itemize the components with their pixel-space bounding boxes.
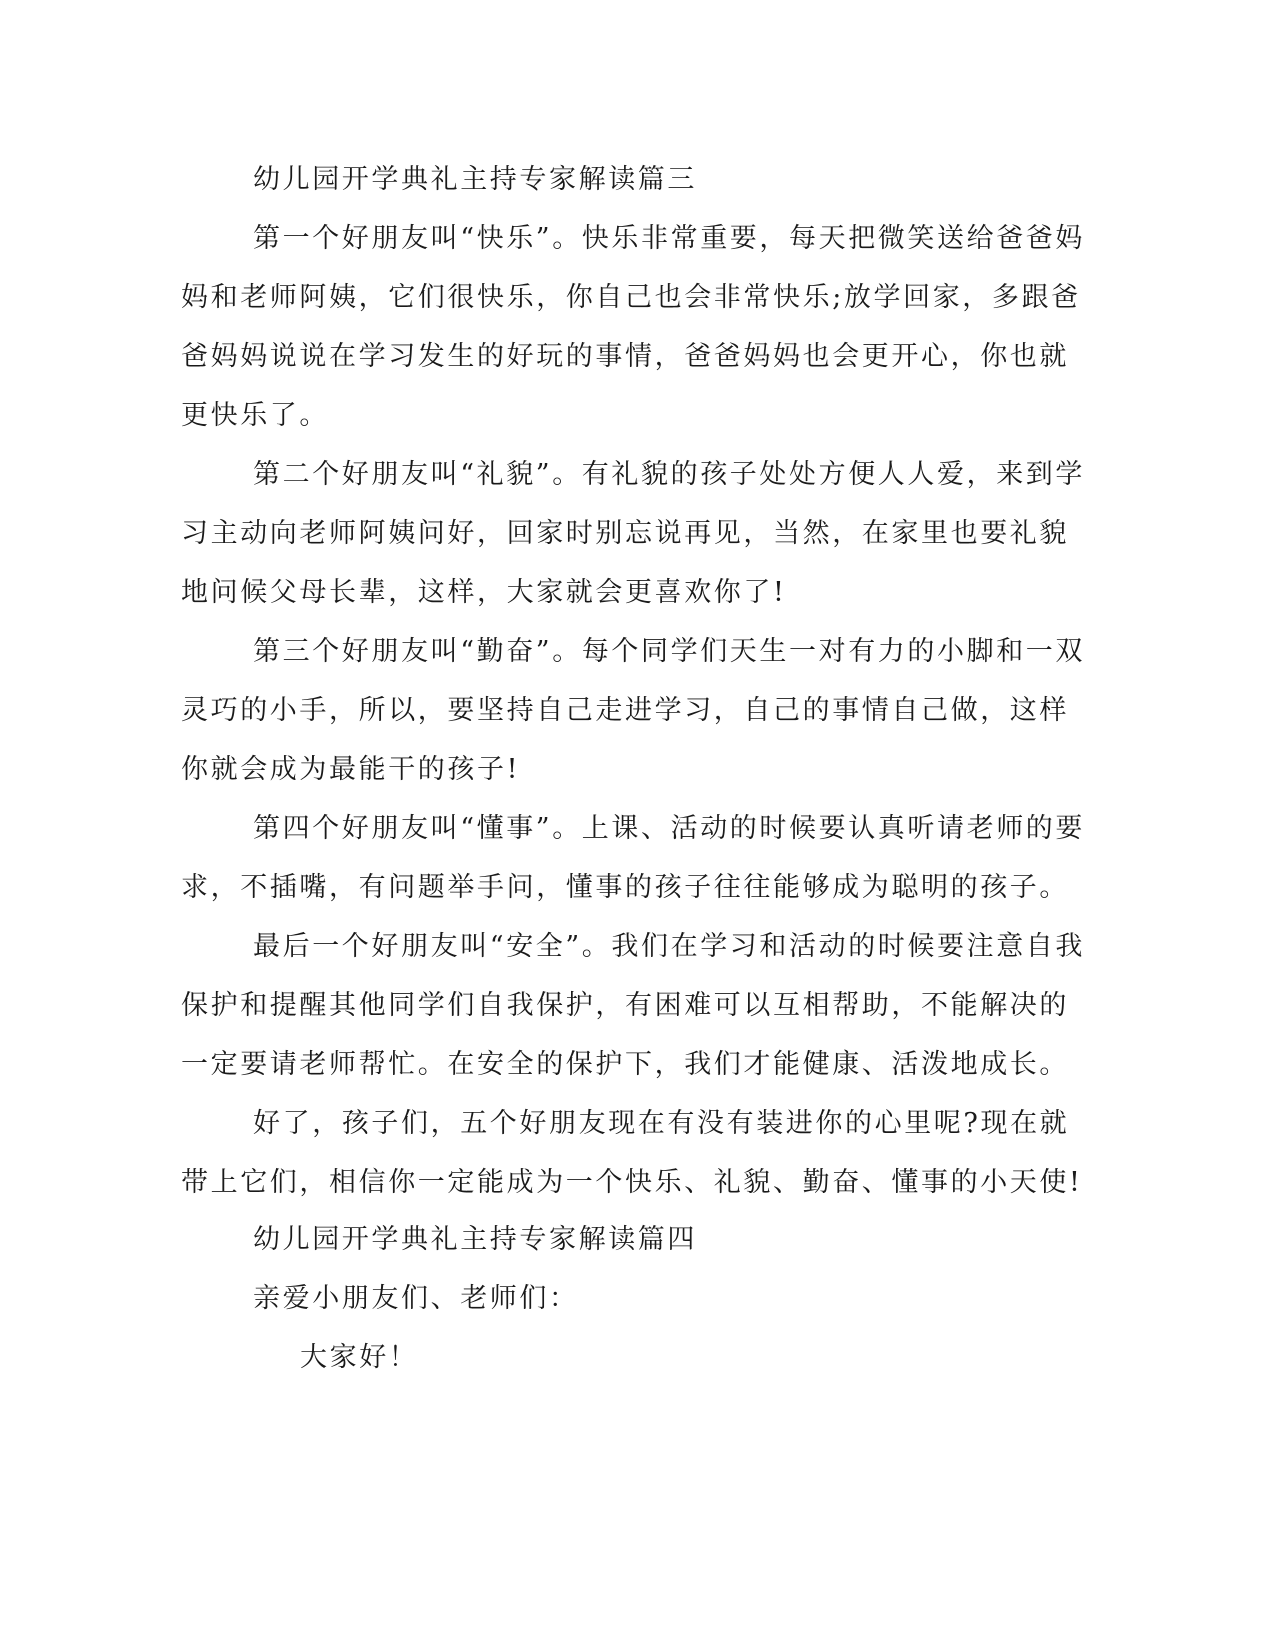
paragraph-5-line-1: 最后一个好朋友叫“安全”。我们在学习和活动的时候要注意自我 bbox=[253, 931, 1086, 962]
paragraph-3-line-2: 灵巧的小手，所以，要坚持自己走进学习，自己的事情自己做，这样 bbox=[181, 695, 1069, 726]
paragraph-6-line-2: 带上它们，相信你一定能成为一个快乐、礼貌、勤奋、懂事的小天使! bbox=[181, 1167, 1083, 1198]
paragraph-2-line-3: 地问候父母长辈，这样，大家就会更喜欢你了! bbox=[181, 577, 787, 608]
section-heading-3: 幼儿园开学典礼主持专家解读篇三 bbox=[253, 164, 697, 195]
paragraph-1-line-1: 第一个好朋友叫“快乐”。快乐非常重要，每天把微笑送给爸爸妈 bbox=[253, 223, 1086, 254]
paragraph-3-line-1: 第三个好朋友叫“勤奋”。每个同学们天生一对有力的小脚和一双 bbox=[253, 636, 1086, 667]
greeting: 大家好！ bbox=[300, 1342, 419, 1373]
paragraph-1-line-2: 妈和老师阿姨，它们很快乐，你自己也会非常快乐;放学回家，多跟爸 bbox=[181, 282, 1081, 313]
section-heading-4: 幼儿园开学典礼主持专家解读篇四 bbox=[253, 1224, 697, 1255]
paragraph-5-line-2: 保护和提醒其他同学们自我保护，有困难可以互相帮助，不能解决的 bbox=[181, 990, 1069, 1021]
paragraph-5-line-3: 一定要请老师帮忙。在安全的保护下，我们才能健康、活泼地成长。 bbox=[181, 1049, 1069, 1080]
paragraph-4-line-1: 第四个好朋友叫“懂事”。上课、活动的时候要认真听请老师的要 bbox=[253, 813, 1086, 844]
paragraph-1-line-3: 爸妈妈说说在学习发生的好玩的事情，爸爸妈妈也会更开心，你也就 bbox=[181, 341, 1069, 372]
paragraph-3-line-3: 你就会成为最能干的孩子! bbox=[181, 754, 521, 785]
salutation: 亲爱小朋友们、老师们： bbox=[253, 1283, 579, 1314]
paragraph-4-line-2: 求，不插嘴，有问题举手问，懂事的孩子往往能够成为聪明的孩子。 bbox=[181, 872, 1069, 903]
paragraph-2-line-1: 第二个好朋友叫“礼貌”。有礼貌的孩子处处方便人人爱，来到学 bbox=[253, 459, 1086, 490]
paragraph-2-line-2: 习主动向老师阿姨问好，回家时别忘说再见，当然，在家里也要礼貌 bbox=[181, 518, 1069, 549]
paragraph-1-line-4: 更快乐了。 bbox=[181, 400, 329, 431]
paragraph-6-line-1: 好了，孩子们，五个好朋友现在有没有装进你的心里呢?现在就 bbox=[253, 1108, 1070, 1139]
